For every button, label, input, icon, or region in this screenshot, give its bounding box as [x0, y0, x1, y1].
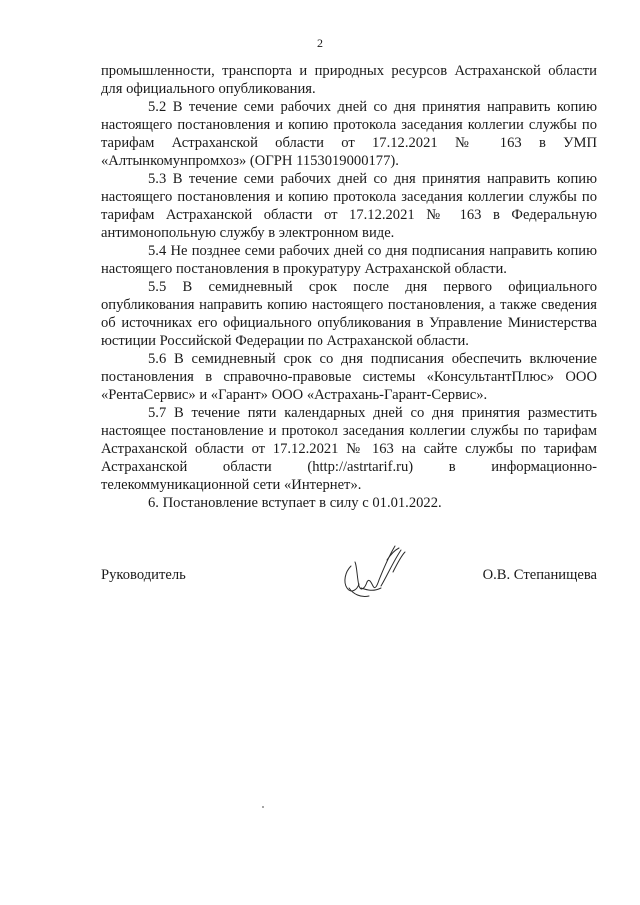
page-number: 2	[317, 36, 323, 50]
paragraph-5-3: 5.3 В течение семи рабочих дней со дня принятия направить копию настоящего постановления и копию протокола заседания коллегии службы по тарифам Астраханской области от 17.12.2021 № 163 в Федеральную антимонопольную службу в электронном виде.	[101, 171, 597, 241]
paragraph-6: 6. Постановление вступает в силу с 01.01.2022.	[148, 495, 442, 511]
paragraph-5-5: 5.5 В семидневный срок после дня первого официального опубликования направить копию настоящего постановления, а также сведения об источниках его официального опубликования в Управление Министерства юстиции Российской Федерации по Астраханской области.	[101, 279, 597, 349]
document-body	[101, 62, 597, 512]
paragraph-continuation: промышленности, транспорта и природных ресурсов Астраханской области для официального опубликования.	[101, 63, 597, 97]
scan-speck	[262, 806, 264, 808]
paragraph-5-6: 5.6 В семидневный срок со дня подписания обеспечить включение постановления в справочно-правовые системы «КонсультантПлюс» ООО «РентаСервис» и «Гарант» ООО «Астрахань-Гарант-Сервис».	[101, 351, 597, 403]
paragraph-5-2: 5.2 В течение семи рабочих дней со дня принятия направить копию настоящего постановления и копию протокола заседания коллегии службы по тарифам Астраханской области от 17.12.2021 № 163 в УМП «Алтынкомунпромхоз» (ОГРН 1153019000177).	[101, 99, 597, 169]
signer-role: Руководитель	[101, 567, 186, 583]
signer-name: О.В. Степанищева	[482, 567, 597, 583]
handwritten-signature	[337, 542, 417, 602]
paragraph-5-4: 5.4 Не позднее семи рабочих дней со дня подписания направить копию настоящего постановления в прокуратуру Астраханской области.	[101, 243, 597, 277]
paragraph-5-7: 5.7 В течение пяти календарных дней со дня принятия разместить настоящее постановление и протокол заседания коллегии службы по тарифам Астраханской области от 17.12.2021 № 163 на сайте службы по тарифам Астраханской области (http://astrtarif.ru) в информационно-телекоммуникационной сети «Интернет».	[101, 405, 597, 493]
